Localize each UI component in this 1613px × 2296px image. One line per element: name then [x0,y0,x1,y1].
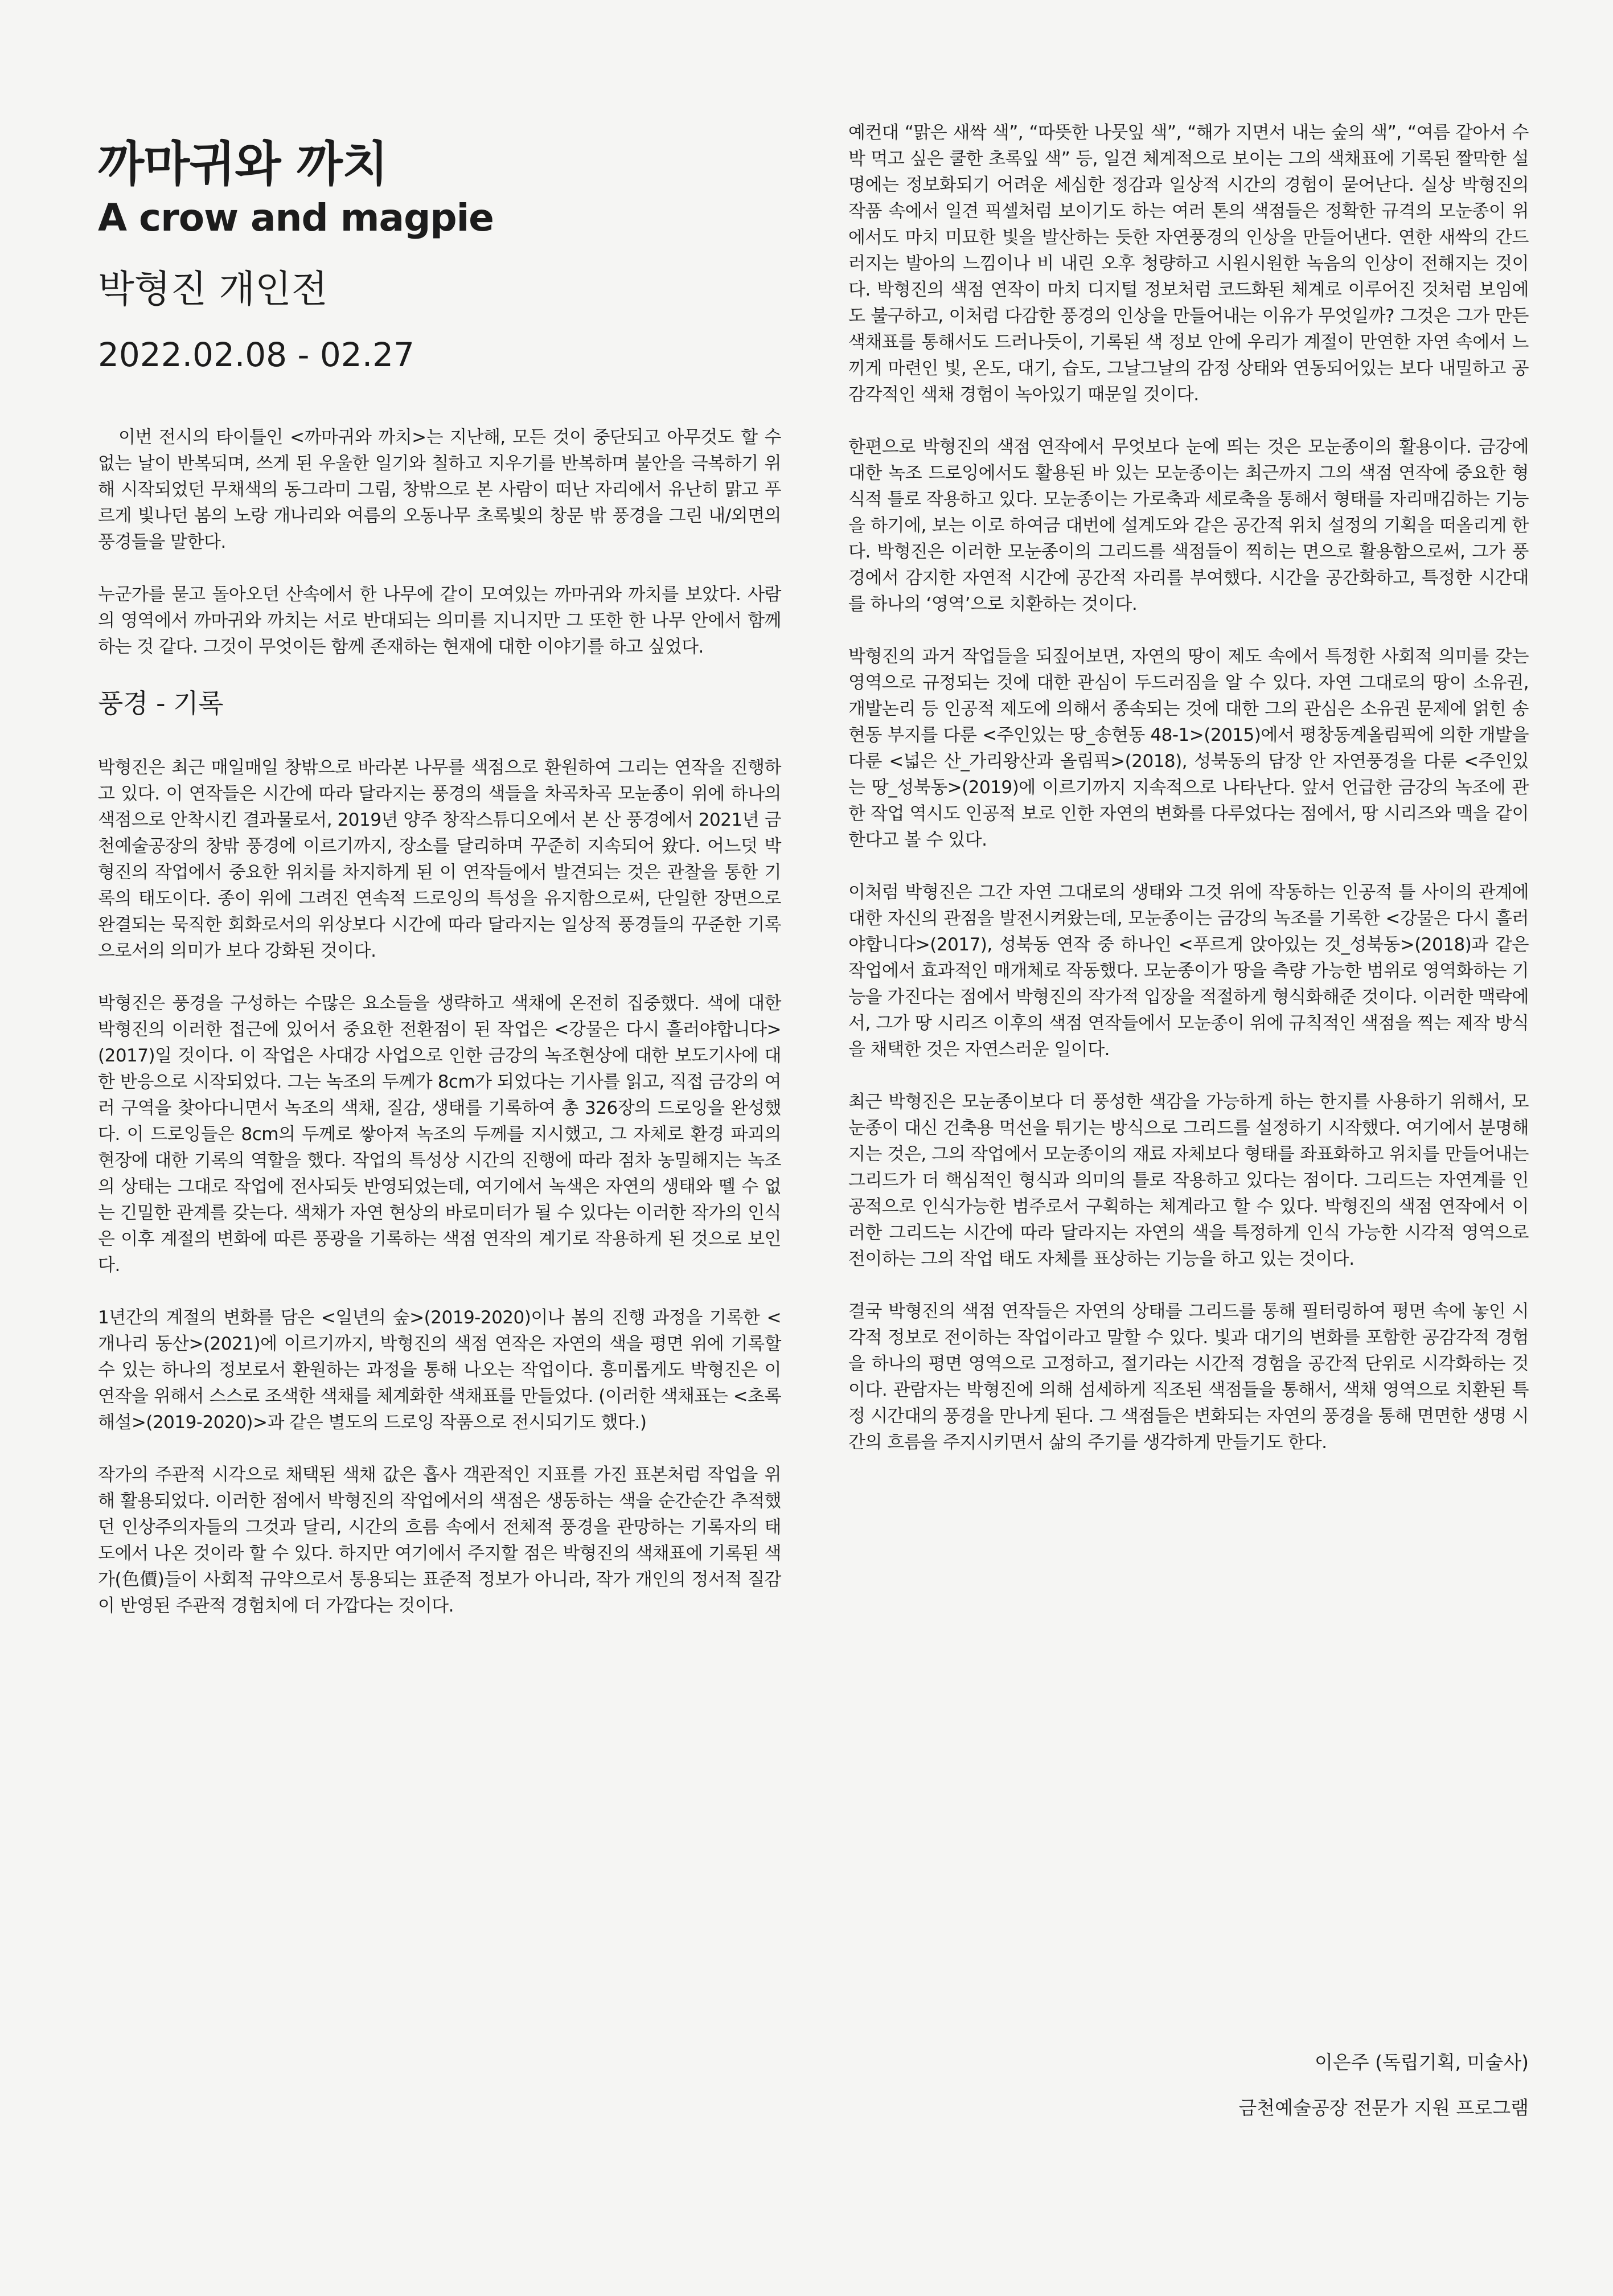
paragraph: 이번 전시의 타이틀인 <까마귀와 까치>는 지난해, 모든 것이 중단되고 아무것도 할 수 없는 날이 반복되며, 쓰게 된 우울한 일기와 칠하고 지우기를 반복하며 불안을 극복하기 위해 시작되었던 무채색의 동그라미 그림, 창밖으로 본 사람이 떠난 자리에서 유난히 맑고 푸르게 빛나던 봄의 노랑 개나리와 여름의 오동나무 초록빛의 창문 밖 풍경을 그린 내/외면의 풍경들을 말한다. [98,427,781,552]
author-credit: 이은주 (독립기획, 미술사) [1315,2051,1529,2073]
exhibition-title-korean: 까마귀와 까치 [98,136,388,192]
paragraph: 최근 박형진은 모눈종이보다 더 풍성한 색감을 가능하게 하는 한지를 사용하기 위해서, 모눈종이 대신 건축용 먹선을 튀기는 방식으로 그리드를 설정하기 시작했다. 여기에서 분명해지는 것은, 그의 작업에서 모눈종이의 재료 자체보다 형태를 좌표화하고 위치를 만들어내는 그리드가 더 핵심적인 형식과 의미의 틀로 작용하고 있다는 점이다. 그리드는 자연계를 인공적으로 인식가능한 범주로서 구획하는 체계라고 할 수 있다. 박형진의 색점 연작에서 이러한 그리드는 시간에 따라 달라지는 자연의 색을 특정하게 인식 가능한 시각적 영역으로 전이하는 그의 작업 태도 자체를 표상하는 기능을 하고 있는 것이다. [848,1092,1529,1269]
left-column [98,424,781,1645]
program-credit: 금천예술공장 전문가 지원 프로그램 [1238,2097,1529,2119]
paragraph: 작가의 주관적 시각으로 채택된 색채 값은 흡사 객관적인 지표를 가진 표본처럼 작업을 위해 활용되었다. 이러한 점에서 박형진의 작업에서의 색점은 생동하는 색을 순간순간 추적했던 인상주의자들의 그것과 달리, 시간의 흐름 속에서 전체적 풍경을 관망하는 기록자의 태도에서 나온 것이라 할 수 있다. 하지만 여기에서 주지할 점은 박형진의 색채표에 기록된 색가(色價)들이 사회적 규약으로서 통용되는 표준적 정보가 아니라, 작가 개인의 정서적 질감이 반영된 주관적 경험치에 더 가깝다는 것이다. [98,1465,781,1616]
paragraph: 1년간의 계절의 변화를 담은 <일년의 숲>(2019-2020)이나 봄의 진행 과정을 기록한 <개나리 동산>(2021)에 이르기까지, 박형진의 색점 연작은 자연의 색을 평면 위에 기록할 수 있는 하나의 정보로서 환원하는 과정을 통해 나오는 작업이다. 흥미롭게도 박형진은 이 연작을 위해서 스스로 조색한 색채를 체계화한 색채표를 만들었다. (이러한 색채표는 <초록해설>(2019-2020)>과 같은 별도의 드로잉 작품으로 전시되기도 했다.) [98,1307,782,1433]
paragraph: 결국 박형진의 색점 연작들은 자연의 상태를 그리드를 통해 필터링하여 평면 속에 놓인 시각적 정보로 전이하는 작업이라고 말할 수 있다. 빛과 대기의 변화를 포함한 공감각적 경험을 하나의 평면 영역으로 고정하고, 절기라는 시간적 경험을 공간적 단위로 시각화하는 것이다. 관람자는 박형진에 의해 섬세하게 직조된 색점들을 통해서, 색채 영역으로 치환된 특정 시간대의 풍경을 만나게 된다. 그 색점들은 변화되는 자연의 풍경을 통해 면면한 생명 시간의 흐름을 주지시키면서 삶의 주기를 생각하게 만들기도 한다. [848,1301,1529,1453]
right-column [848,120,1529,1482]
paragraph: 박형진은 최근 매일매일 창밖으로 바라본 나무를 색점으로 환원하여 그리는 연작을 진행하고 있다. 이 연작들은 시간에 따라 달라지는 풍경의 색들을 차곡차곡 모눈종이 위에 하나의 색점으로 안착시킨 결과물로서, 2019년 양주 창작스튜디오에서 본 산 풍경에서 2021년 금천예술공장의 창밖 풍경에 이르기까지, 장소를 달리하며 꾸준히 지속되어 왔다. 어느덧 박형진의 작업에서 중요한 위치를 차지하게 된 이 연작들에서 발견되는 것은 관찰을 통한 기록의 태도이다. 종이 위에 그려진 연속적 드로잉의 특성을 유지함으로써, 단일한 장면으로 완결되는 묵직한 회화로서의 위상보다 시간에 따라 달라지는 일상적 풍경들의 꾸준한 기록으로서의 의미가 보다 강화된 것이다. [98,757,781,961]
paragraph: 박형진의 과거 작업들을 되짚어보면, 자연의 땅이 제도 속에서 특정한 사회적 의미를 갖는 영역으로 규정되는 것에 대한 관심이 두드러짐을 알 수 있다. 자연 그대로의 땅이 소유권, 개발논리 등 인공적 제도에 의해서 종속되는 것에 대한 그의 관심은 소유권 문제에 얽힌 송현동 부지를 다룬 <주인있는 땅_송현동 48-1>(2015)에서 평창동계올림픽에 의한 개발을 다룬 <넓은 산_가리왕산과 올림픽>(2018), 성북동의 담장 안 자연풍경을 다룬 <주인있는 땅_성북동>(2019)에 이르기까지 지속적으로 나타난다. 앞서 언급한 금강의 녹조에 관한 작업 역시도 인공적 보로 인한 자연의 변화를 다루었다는 점에서, 땅 시리즈와 맥을 같이 한다고 볼 수 있다. [848,646,1529,850]
section-heading: 풍경 - 기록 [98,688,224,719]
paragraph: 한편으로 박형진의 색점 연작에서 무엇보다 눈에 띄는 것은 모눈종이의 활용이다. 금강에 대한 녹조 드로잉에서도 활용된 바 있는 모눈종이는 최근까지 그의 색점 연작에 중요한 형식적 틀로 작용하고 있다. 모눈종이는 가로축과 세로축을 통해서 형태를 자리매김하는 기능을 하기에, 보는 이로 하여금 대번에 설계도와 같은 공간적 위치 설정의 기획을 떠올리게 한다. 박형진은 이러한 모눈종이의 그리드를 색점들이 찍히는 면으로 활용함으로써, 그가 풍경에서 감지한 자연적 시간에 공간적 자리를 부여했다. 시간을 공간화하고, 특정한 시간대를 하나의 ‘영역’으로 치환하는 것이다. [848,437,1529,614]
paragraph: 박형진은 풍경을 구성하는 수많은 요소들을 생략하고 색채에 온전히 집중했다. 색에 대한 박형진의 이러한 접근에 있어서 중요한 전환점이 된 작업은 <강물은 다시 흘러야합니다>(2017)일 것이다. 이 작업은 사대강 사업으로 인한 금강의 녹조현상에 대한 보도기사에 대한 반응으로 시작되었다. 그는 녹조의 두께가 8cm가 되었다는 기사를 읽고, 직접 금강의 여러 구역을 찾아다니면서 녹조의 색채, 질감, 생태를 기록하여 총 326장의 드로잉을 완성했다. 이 드로잉들은 8cm의 두께로 쌓아져 녹조의 두께를 지시했고, 그 자체로 환경 파괴의 현장에 대한 기록의 역할을 했다. 작업의 특성상 시간의 진행에 따라 점차 농밀해지는 녹조의 상태는 그대로 작업에 전사되듯 반영되었는데, 여기에서 녹색은 자연의 생태와 뗄 수 없는 긴밀한 관계를 갖는다. 색채가 자연 현상의 바로미터가 될 수 있다는 이러한 작가의 인식은 이후 계절의 변화에 따른 풍광을 기록하는 색점 연작의 계기로 작용하게 된 것으로 보인다. [98,993,781,1276]
paragraph: 예컨대 “맑은 새싹 색”, “따뜻한 나뭇잎 색”, “해가 지면서 내는 숲의 색”, “여름 같아서 수박 먹고 싶은 쿨한 초록잎 색” 등, 일견 체계적으로 보이는 그의 색채표에 기록된 짤막한 설명에는 정보화되기 어려운 세심한 정감과 일상적 시간의 경험이 묻어난다. 실상 박형진의 작품 속에서 일견 픽셀처럼 보이기도 하는 여러 톤의 색점들은 정확한 규격의 모눈종이 위에서도 마치 미묘한 빛을 발산하는 듯한 자연풍경의 인상을 만들어낸다. 연한 새싹의 간드러지는 발아의 느낌이나 비 내린 오후 청량하고 시원시원한 녹음의 인상이 전해지는 것이다. 박형진의 색점 연작이 마치 디지털 정보처럼 코드화된 체계로 이루어진 것처럼 보임에도 불구하고, 이처럼 다감한 풍경의 인상을 만들어내는 이유가 무엇일까? 그것은 그가 만든 색채표를 통해서도 드러나듯이, 기록된 색 정보 안에 우리가 계절이 만연한 자연 속에서 느끼게 마련인 빛, 온도, 대기, 습도, 그날그날의 감정 상태와 연동되어있는 보다 내밀하고 공감각적인 색채 경험이 녹아있기 때문일 것이다. [848,122,1529,405]
exhibition-subtitle: 박형진 개인전 [98,267,328,311]
paragraph: 누군가를 묻고 돌아오던 산속에서 한 나무에 같이 모여있는 까마귀와 까치를 보았다. 사람의 영역에서 까마귀와 까치는 서로 반대되는 의미를 지니지만 그 또한 한 나무 안에서 함께하는 것 같다. 그것이 무엇이든 함께 존재하는 현재에 대한 이야기를 하고 싶었다. [98,584,781,657]
paragraph: 이처럼 박형진은 그간 자연 그대로의 생태와 그것 위에 작동하는 인공적 틀 사이의 관계에 대한 자신의 관점을 발전시켜왔는데, 모눈종이는 금강의 녹조를 기록한 <강물은 다시 흘러야합니다>(2017), 성북동 연작 중 하나인 <푸르게 앉아있는 것_성북동>(2018)과 같은 작업에서 효과적인 매개체로 작동했다. 모눈종이가 땅을 측량 가능한 범위로 영역화하는 기능을 가진다는 점에서 박형진의 작가적 입장을 적절하게 형식화해준 것이다. 이러한 맥락에서, 그가 땅 시리즈 이후의 색점 연작들에서 모눈종이 위에 규칙적인 색점을 찍는 제작 방식을 채택한 것은 자연스러운 일이다. [848,882,1529,1060]
exhibition-dates: 2022.02.08 - 02.27 [98,335,414,374]
exhibition-title-english: A crow and magpie [98,196,494,240]
